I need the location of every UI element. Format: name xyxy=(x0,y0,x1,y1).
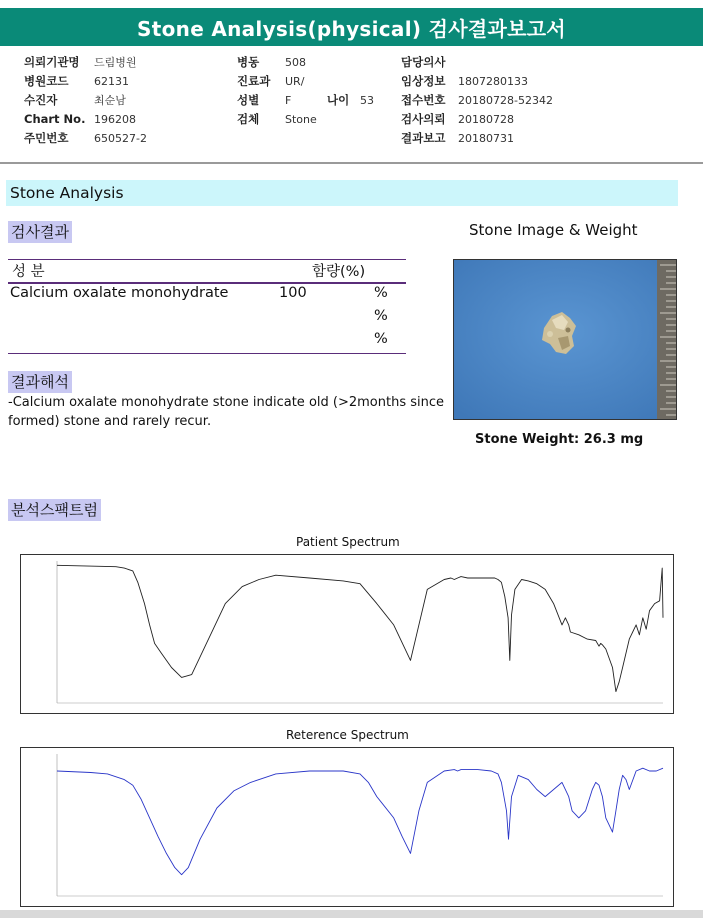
info-label: 의뢰기관명 xyxy=(24,55,80,69)
table-row-value: 100 xyxy=(279,285,307,301)
section-stone-image: Stone Image & Weight xyxy=(469,221,638,239)
info-value: 62131 xyxy=(94,75,129,88)
info-value: 1807280133 xyxy=(458,75,528,88)
info-label: 성별 xyxy=(237,93,260,107)
stone-photo-image xyxy=(454,260,676,419)
patient-spectrum-chart xyxy=(20,554,674,714)
info-label: 결과보고 xyxy=(401,131,446,145)
patient-info-col2 xyxy=(237,53,374,129)
section-results: 검사결과 xyxy=(8,221,72,243)
reference-spectrum-svg xyxy=(21,748,673,906)
info-value: 최순남 xyxy=(94,94,126,107)
info-row xyxy=(24,72,147,91)
patient-info-col1 xyxy=(24,53,147,148)
spectrum-series-line xyxy=(57,768,663,875)
section-interpretation: 결과해석 xyxy=(8,371,72,393)
table-row-component: Calcium oxalate monohydrate xyxy=(10,285,229,301)
info-label: 접수번호 xyxy=(401,93,446,107)
age-value: 53 xyxy=(360,94,374,107)
stone-weight-unit: mg xyxy=(620,432,644,447)
patient-info-col3 xyxy=(401,53,553,148)
info-label: 주민번호 xyxy=(24,131,69,145)
info-row xyxy=(401,91,553,110)
info-row xyxy=(237,91,374,110)
info-value: Stone xyxy=(285,113,317,126)
info-row xyxy=(24,91,147,110)
stone-weight-label: Stone Weight: xyxy=(475,432,580,447)
table-header-component: 성 분 xyxy=(12,264,45,280)
info-label: 검체 xyxy=(237,112,260,126)
interpretation-text: -Calcium oxalate monohydrate stone indicate old (>2months since formed) stone and rarely recur. xyxy=(8,395,444,429)
info-label: 임상정보 xyxy=(401,74,446,88)
info-label: 수진자 xyxy=(24,93,58,107)
table-header-rule xyxy=(8,282,406,284)
reference-spectrum-title: Reterence Spectrum xyxy=(286,728,409,742)
info-value: UR/ xyxy=(285,75,305,88)
info-row xyxy=(401,53,553,72)
info-label: 담당의사 xyxy=(401,55,446,69)
header-divider xyxy=(0,162,703,164)
info-label: 병원코드 xyxy=(24,74,69,88)
table-row-unit: % xyxy=(374,331,388,347)
table-header-amount: 함량(%) xyxy=(312,264,366,280)
report-title: Stone Analysis(physical) 검사결과보고서 xyxy=(0,8,703,46)
footer-bar xyxy=(0,910,703,918)
info-row xyxy=(24,110,147,129)
info-label: 병동 xyxy=(237,55,260,69)
info-value: 20180731 xyxy=(458,132,514,145)
info-row xyxy=(24,129,147,148)
info-row xyxy=(237,110,374,129)
patient-spectrum-title: Patient Spectrum xyxy=(296,535,400,549)
spectrum-series-line xyxy=(57,565,663,691)
info-label: 진료과 xyxy=(237,74,271,88)
age-label: 나이 xyxy=(327,93,350,107)
table-bottom-rule xyxy=(8,353,406,354)
info-value: 196208 xyxy=(94,113,136,126)
info-row xyxy=(401,110,553,129)
info-value: 드림병원 xyxy=(94,56,137,69)
patient-spectrum-svg xyxy=(21,555,673,713)
stone-weight xyxy=(475,432,643,447)
info-label: Chart No. xyxy=(24,112,86,126)
info-value: F xyxy=(285,94,292,107)
reference-spectrum-chart xyxy=(20,747,674,907)
section-spectrum: 분석스팩트럼 xyxy=(8,499,101,521)
info-row xyxy=(401,129,553,148)
info-row xyxy=(401,72,553,91)
info-value: 20180728-52342 xyxy=(458,94,553,107)
info-value: 20180728 xyxy=(458,113,514,126)
info-row xyxy=(237,53,374,72)
info-row xyxy=(24,53,147,72)
info-label: 검사의뢰 xyxy=(401,112,446,126)
table-row-unit: % xyxy=(374,308,388,324)
stone-photo xyxy=(453,259,677,420)
section-stone-analysis: Stone Analysis xyxy=(6,180,678,206)
stone-weight-value: 26.3 xyxy=(583,432,616,447)
table-row-unit: % xyxy=(374,285,388,301)
info-row xyxy=(237,72,374,91)
info-value: 650527-2 xyxy=(94,132,147,145)
info-value: 508 xyxy=(285,56,306,69)
